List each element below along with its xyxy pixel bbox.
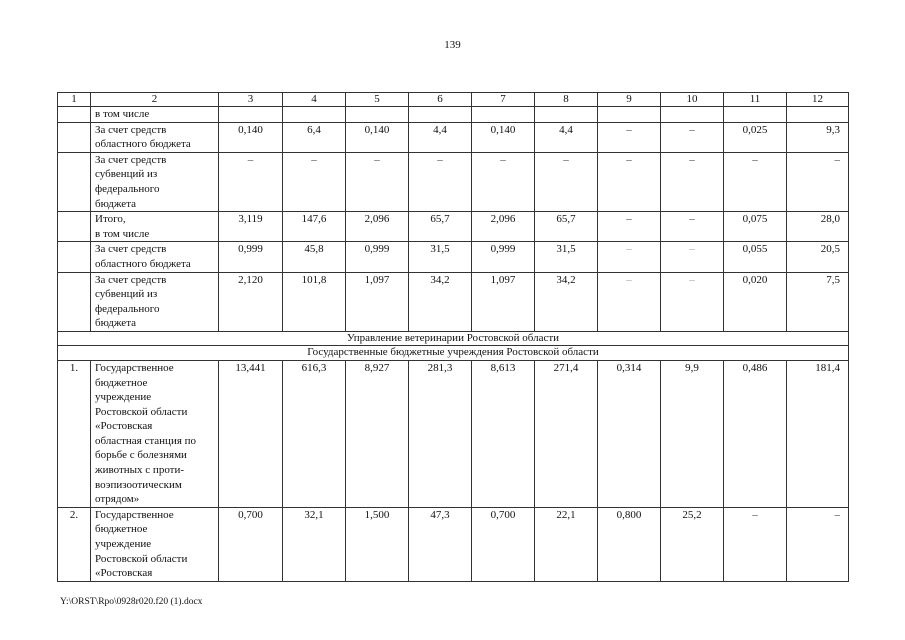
column-header: 4 [283, 93, 346, 107]
value-cell: 0,999 [472, 242, 535, 272]
value-cell: 47,3 [409, 507, 472, 581]
value-cell: – [346, 152, 409, 211]
value-cell: 22,1 [535, 507, 598, 581]
row-label: За счет средств областного бюджета [91, 242, 219, 272]
value-cell: 1,500 [346, 507, 409, 581]
value-cell: – [598, 152, 661, 211]
value-cell: 8,927 [346, 360, 409, 507]
column-header: 6 [409, 93, 472, 107]
section-row [58, 346, 849, 361]
value-cell: – [283, 152, 346, 211]
value-cell [219, 107, 283, 123]
table-row [58, 242, 849, 272]
value-cell: 28,0 [787, 212, 849, 242]
column-header: 12 [787, 93, 849, 107]
value-cell: – [661, 152, 724, 211]
value-cell: – [661, 212, 724, 242]
value-cell: 2,120 [219, 272, 283, 331]
value-cell: – [724, 507, 787, 581]
value-cell: – [661, 242, 724, 272]
value-cell [535, 107, 598, 123]
value-cell: – [219, 152, 283, 211]
table-row [58, 272, 849, 331]
value-cell [283, 107, 346, 123]
table-header-row [58, 93, 849, 107]
row-number [58, 122, 91, 152]
value-cell: 3,119 [219, 212, 283, 242]
value-cell: 0,486 [724, 360, 787, 507]
row-label: За счет средств субвенций из федерального бюджета [91, 152, 219, 211]
column-header: 8 [535, 93, 598, 107]
value-cell: 0,075 [724, 212, 787, 242]
value-cell: – [661, 272, 724, 331]
table-row [58, 122, 849, 152]
value-cell: – [661, 122, 724, 152]
value-cell: 0,999 [219, 242, 283, 272]
row-number: 2. [58, 507, 91, 581]
value-cell: 281,3 [409, 360, 472, 507]
value-cell [661, 107, 724, 123]
row-number [58, 212, 91, 242]
row-label: За счет средств областного бюджета [91, 122, 219, 152]
table-row [58, 507, 849, 581]
row-label: Итого, в том числе [91, 212, 219, 242]
value-cell: 0,055 [724, 242, 787, 272]
value-cell: 1,097 [472, 272, 535, 331]
value-cell [598, 107, 661, 123]
value-cell: 65,7 [535, 212, 598, 242]
row-label: Государственное бюджетное учреждение Ростовской области «Ростовская [91, 507, 219, 581]
column-header: 1 [58, 93, 91, 107]
row-number [58, 242, 91, 272]
row-number: 1. [58, 360, 91, 507]
budget-table [57, 92, 849, 582]
value-cell: – [598, 122, 661, 152]
value-cell: 0,140 [346, 122, 409, 152]
value-cell: 7,5 [787, 272, 849, 331]
value-cell: 6,4 [283, 122, 346, 152]
row-label: в том числе [91, 107, 219, 123]
value-cell: – [598, 212, 661, 242]
table-body [58, 93, 849, 582]
value-cell: – [787, 507, 849, 581]
value-cell: – [598, 272, 661, 331]
value-cell: 34,2 [409, 272, 472, 331]
value-cell: 4,4 [535, 122, 598, 152]
row-number [58, 152, 91, 211]
value-cell: 271,4 [535, 360, 598, 507]
value-cell: 0,314 [598, 360, 661, 507]
table-row [58, 360, 849, 507]
value-cell: 616,3 [283, 360, 346, 507]
value-cell: 9,3 [787, 122, 849, 152]
column-header: 11 [724, 93, 787, 107]
value-cell: 0,999 [346, 242, 409, 272]
value-cell: 181,4 [787, 360, 849, 507]
value-cell: 9,9 [661, 360, 724, 507]
value-cell: 2,096 [472, 212, 535, 242]
value-cell: 0,800 [598, 507, 661, 581]
table-row [58, 107, 849, 123]
value-cell: 8,613 [472, 360, 535, 507]
column-header: 7 [472, 93, 535, 107]
column-header: 3 [219, 93, 283, 107]
value-cell: 13,441 [219, 360, 283, 507]
value-cell: 1,097 [346, 272, 409, 331]
value-cell: 0,140 [472, 122, 535, 152]
table-row [58, 212, 849, 242]
value-cell [346, 107, 409, 123]
value-cell: 147,6 [283, 212, 346, 242]
value-cell: – [787, 152, 849, 211]
row-number [58, 107, 91, 123]
value-cell [472, 107, 535, 123]
value-cell: 65,7 [409, 212, 472, 242]
value-cell: – [724, 152, 787, 211]
row-label: Государственное бюджетное учреждение Ростовской области «Ростовская областная станция по борьбе с болезнями животных с проти- воэпизоотическим отрядом» [91, 360, 219, 507]
column-header: 9 [598, 93, 661, 107]
value-cell: 0,700 [472, 507, 535, 581]
value-cell: 101,8 [283, 272, 346, 331]
value-cell: 45,8 [283, 242, 346, 272]
row-label: За счет средств субвенций из федерального бюджета [91, 272, 219, 331]
value-cell: 0,700 [219, 507, 283, 581]
value-cell [787, 107, 849, 123]
value-cell: 32,1 [283, 507, 346, 581]
section-heading: Управление ветеринарии Ростовской области [58, 331, 849, 346]
footer-file-path: Y:\ORST\Rpo\0928r020.f20 (1).docx [60, 597, 203, 607]
value-cell: 31,5 [535, 242, 598, 272]
row-number [58, 272, 91, 331]
page-number: 139 [444, 39, 461, 51]
column-header: 10 [661, 93, 724, 107]
value-cell: 34,2 [535, 272, 598, 331]
column-header: 2 [91, 93, 219, 107]
value-cell: 20,5 [787, 242, 849, 272]
value-cell: 0,025 [724, 122, 787, 152]
value-cell: 4,4 [409, 122, 472, 152]
value-cell: 31,5 [409, 242, 472, 272]
value-cell: 25,2 [661, 507, 724, 581]
value-cell: – [409, 152, 472, 211]
value-cell: – [535, 152, 598, 211]
table-row [58, 152, 849, 211]
value-cell: 0,020 [724, 272, 787, 331]
value-cell [409, 107, 472, 123]
column-header: 5 [346, 93, 409, 107]
value-cell: 0,140 [219, 122, 283, 152]
section-row [58, 331, 849, 346]
value-cell [724, 107, 787, 123]
value-cell: – [472, 152, 535, 211]
value-cell: 2,096 [346, 212, 409, 242]
value-cell: – [598, 242, 661, 272]
section-heading: Государственные бюджетные учреждения Ростовской области [58, 346, 849, 361]
